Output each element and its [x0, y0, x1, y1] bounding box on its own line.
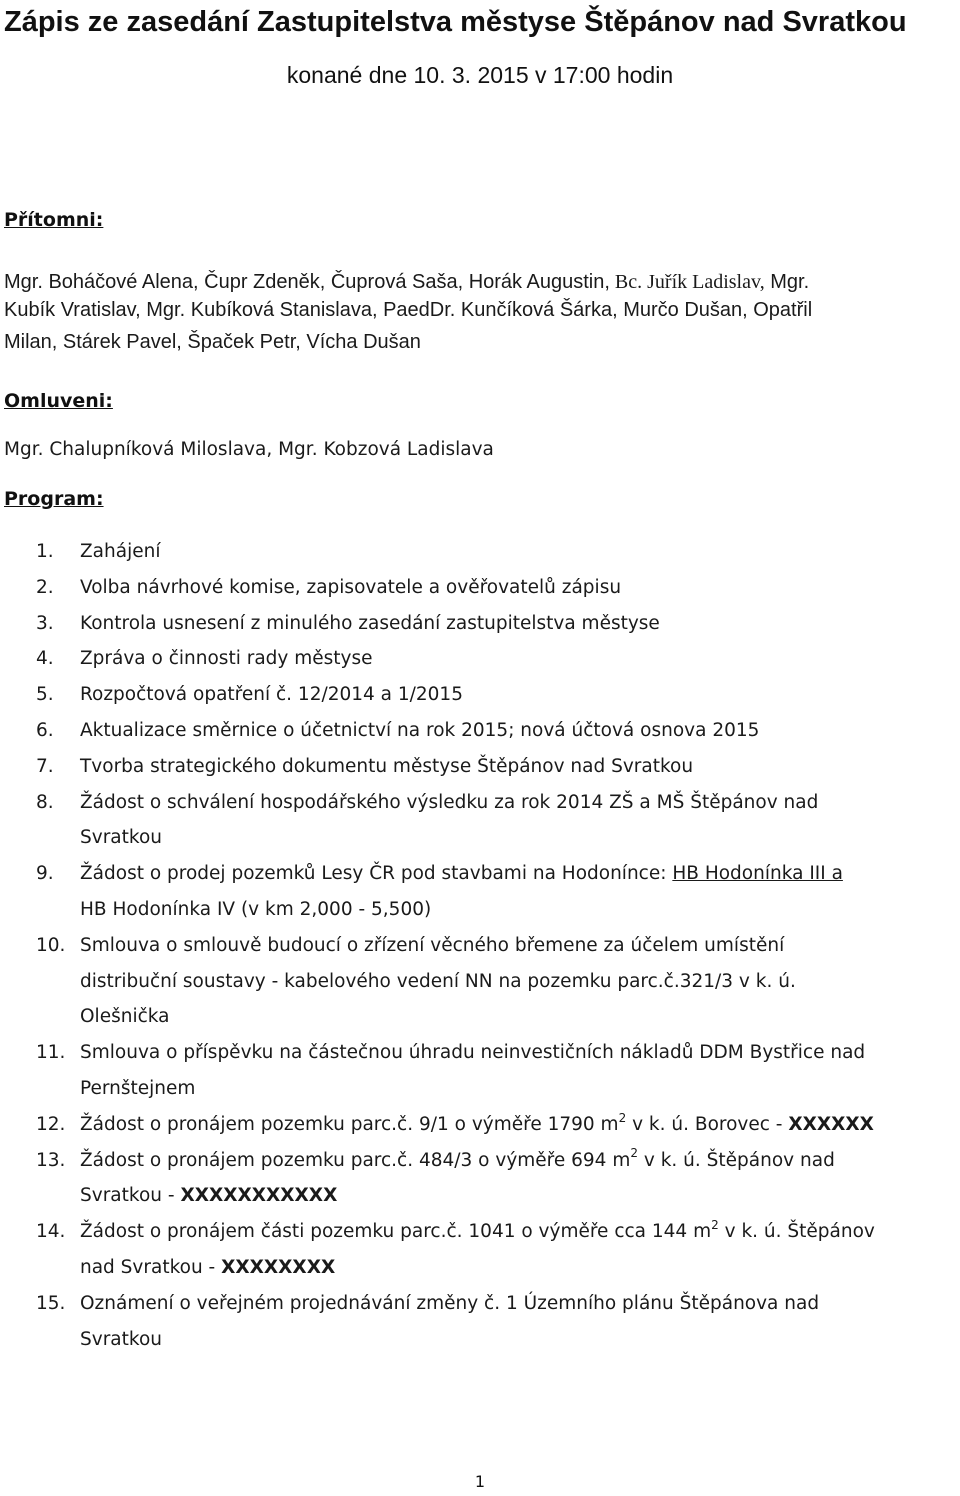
program-item-text-a: Žádost o pronájem pozemku parc.č. 9/1 o výměře 1790 m	[80, 1113, 619, 1135]
program-item-text	[80, 1214, 956, 1250]
program-item-text-b: v k. ú. Borovec -	[626, 1113, 789, 1135]
program-item-number: 9.	[36, 863, 54, 885]
document-subtitle: konané dne 10. 3. 2015 v 17:00 hodin	[286, 62, 674, 88]
redacted-name: XXXXXXXXXXX	[180, 1185, 338, 1207]
program-item-number: 11.	[36, 1042, 66, 1064]
program-item-text: Žádost o schválení hospodářského výsledku za rok 2014 ZŠ a MŠ Štěpánov nad	[80, 791, 819, 813]
superscript: 2	[618, 1110, 627, 1125]
program-item-text: Zahájení	[80, 541, 161, 562]
superscript: 2	[630, 1146, 638, 1161]
present-label: Přítomni:	[4, 209, 104, 231]
program-item-text: Volba návrhové komise, zapisovatele a ověřovatelů zápisu	[80, 576, 622, 598]
program-item-number: 12.	[36, 1113, 66, 1135]
program-item-text-cont: Pernštejnem	[80, 1077, 196, 1099]
document-title: Zápis ze zasedání Zastupitelstva městyse Štěpánov nad Svratkou	[4, 6, 907, 38]
program-item-text-cont: distribuční soustavy - kabelového vedení NN na pozemku parc.č.321/3 v k. ú.	[80, 970, 796, 992]
program-item-text-a: Žádost o pronájem pozemku parc.č. 484/3 o výměře 694 m	[80, 1149, 631, 1171]
program-label: Program:	[4, 488, 104, 510]
program-item	[36, 1214, 956, 1286]
program-item	[36, 677, 956, 713]
program-item-number: 10.	[36, 934, 66, 956]
redacted-name: XXXXXX	[788, 1113, 874, 1135]
program-item-text-cont: Svratkou	[80, 1328, 162, 1350]
redacted-name: XXXXXXXX	[221, 1256, 336, 1278]
program-item-text-cont	[80, 1178, 956, 1214]
program-item-text-cont: HB Hodonínka IV (v km 2,000 - 5,500)	[80, 898, 432, 920]
program-item-text: Smlouva o příspěvku na částečnou úhradu neinvestičních nákladů DDM Bystřice nad	[80, 1042, 866, 1064]
program-item-text	[80, 1143, 956, 1179]
program-item-number: 1.	[36, 541, 54, 562]
program-item-text: Rozpočtová opatření č. 12/2014 a 1/2015	[80, 684, 463, 706]
program-item	[36, 606, 956, 642]
program-item-text: Oznámení o veřejném projednávání změny č. 1 Územního plánu Štěpánova nad	[80, 1292, 820, 1314]
program-item-text-a: Žádost o prodej pozemků Lesy ČR pod stavbami na Hodonínce:	[80, 863, 673, 885]
present-line-1c: Mgr.	[764, 271, 810, 293]
program-item	[36, 713, 956, 749]
present-line-1b: Bc. Juřík Ladislav,	[609, 271, 765, 293]
present-line-1a: Mgr. Boháčové Alena, Čupr Zdeněk, Čuprová Saša, Horák Augustin,	[4, 271, 610, 293]
program-item-text: Kontrola usnesení z minulého zasedání zastupitelstva městyse	[80, 612, 660, 634]
program-item	[36, 534, 956, 570]
program-item-text: Smlouva o smlouvě budoucí o zřízení věcného břemene za účelem umístění	[80, 934, 785, 956]
program-item-text-cont	[80, 1250, 956, 1286]
program-item-text-c: Svratkou -	[80, 1185, 181, 1207]
program-item-text-b: v k. ú. Štěpánov	[718, 1221, 875, 1243]
program-item-text-c: nad Svratkou -	[80, 1256, 222, 1278]
program-item	[36, 1286, 956, 1358]
program-item	[36, 749, 956, 785]
program-item-text-cont: Svratkou	[80, 827, 162, 849]
program-item-text: Zpráva o činnosti rady městyse	[80, 648, 373, 670]
program-item	[36, 1143, 956, 1215]
program-item	[36, 1107, 956, 1143]
page-number: 1	[474, 1472, 486, 1491]
present-line-1	[4, 270, 809, 294]
program-item	[36, 856, 956, 928]
program-item	[36, 928, 956, 1035]
program-item-text: Aktualizace směrnice o účetnictví na rok 2015; nová účtová osnova 2015	[80, 719, 760, 741]
program-item-text-underlined: HB Hodonínka III a	[672, 863, 843, 885]
program-item-text: Tvorba strategického dokumentu městyse Štěpánov nad Svratkou	[80, 755, 694, 777]
program-item-number: 14.	[36, 1221, 66, 1243]
program-item-number: 2.	[36, 576, 54, 598]
program-item-number: 8.	[36, 791, 54, 813]
program-item-text-b: v k. ú. Štěpánov nad	[638, 1149, 835, 1171]
program-item-text-cont: Olešnička	[80, 1006, 170, 1028]
program-item	[36, 1035, 956, 1107]
superscript: 2	[711, 1217, 719, 1232]
program-item-text-a: Žádost o pronájem části pozemku parc.č. 1041 o výměře cca 144 m	[80, 1221, 712, 1243]
excused-line-1: Mgr. Chalupníková Miloslava, Mgr. Kobzová Ladislava	[4, 439, 494, 460]
program-list	[36, 534, 956, 1357]
excused-label: Omluveni:	[4, 390, 113, 412]
program-item-number: 15.	[36, 1292, 66, 1314]
program-item-number: 3.	[36, 612, 54, 634]
program-item-text	[80, 1107, 956, 1143]
present-line-2: Kubík Vratislav, Mgr. Kubíková Stanislava, PaedDr. Kunčíková Šárka, Murčo Dušan, Opatřil	[4, 299, 813, 321]
program-item-number: 13.	[36, 1149, 66, 1171]
program-item-number: 5.	[36, 684, 54, 706]
program-item-text	[80, 856, 956, 892]
program-item	[36, 641, 956, 677]
program-item-number: 6.	[36, 719, 54, 741]
present-line-3: Milan, Stárek Pavel, Špaček Petr, Vícha Dušan	[4, 331, 421, 353]
program-item-number: 4.	[36, 648, 54, 670]
program-item-number: 7.	[36, 755, 54, 777]
program-item	[36, 570, 956, 606]
program-item	[36, 785, 956, 857]
